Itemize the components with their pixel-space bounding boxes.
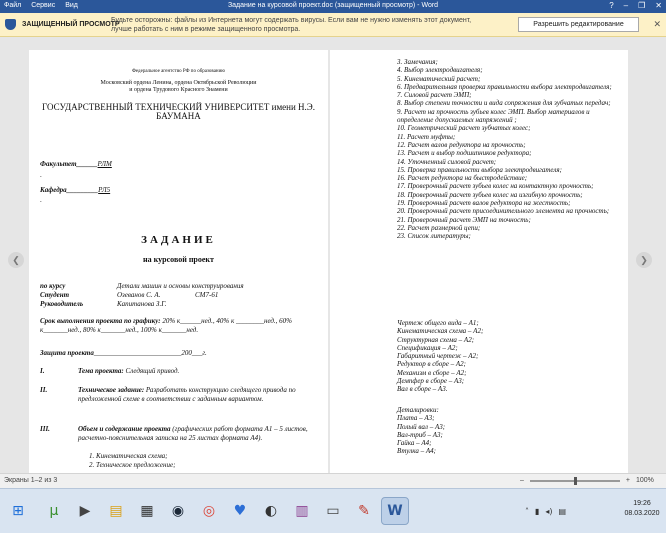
document-area[interactable] — [0, 37, 666, 473]
protected-view-bar — [0, 13, 666, 37]
title-bar — [0, 0, 666, 13]
agency-line: Федеральное агентство РФ по образованию — [131, 69, 226, 74]
zoom-slider-thumb[interactable] — [574, 477, 577, 485]
student-value: Озеванов С. А. — [117, 291, 161, 299]
department-value: РЛ5 — [98, 186, 111, 194]
zoom-control — [520, 477, 654, 484]
menu-view[interactable]: Вид — [65, 2, 78, 9]
language-icon[interactable]: ▤ — [558, 507, 567, 516]
section-title: Тема проекта: — [78, 367, 124, 375]
menu-service[interactable]: Сервис — [31, 2, 56, 9]
details-list — [397, 406, 621, 456]
list-item: 7. Силовой расчет ЭМП; — [397, 91, 472, 100]
list-item: Структурная схема – А2; — [397, 335, 475, 344]
windows-start-icon[interactable]: ⊞ — [12, 503, 24, 519]
window-controls — [609, 1, 662, 10]
clock-date: 08.03.2020 — [624, 510, 660, 517]
faculty-row: Факультет______РЛМ — [40, 160, 112, 168]
university-name-line-1: ГОСУДАРСТВЕННЫЙ ТЕХНИЧЕСКИЙ УНИВЕРСИТЕТ имени Н.Э. — [42, 102, 315, 112]
list-item: 16. Расчет редуктора на быстродействие; — [397, 174, 528, 183]
restore-button[interactable]: ❐ — [638, 1, 646, 10]
media-player-icon[interactable]: ▶ — [79, 503, 91, 519]
list-item: 6. Предварительная проверка правильности выбора электродвигателя; — [397, 82, 612, 91]
section-title: Техническое задание: — [78, 386, 145, 394]
institution-line-1: Московский ордена Ленина, ордена Октябрьской Революции — [100, 80, 257, 86]
student-label: Студент — [40, 291, 70, 299]
section-2 — [40, 386, 312, 416]
folder-icon[interactable]: ▤ — [109, 503, 123, 519]
document-title: ЗАДАНИЕ — [141, 234, 216, 246]
list-item: 12. Расчет валов редуктора на прочность; — [397, 140, 526, 149]
section-1 — [40, 367, 312, 377]
department-label: Кафедра — [40, 186, 67, 194]
list-item: 20. Проверочный расчет присоединительного элемента на прочность; — [397, 207, 610, 216]
document-page-2 — [330, 50, 628, 473]
faculty-dot: . — [40, 171, 42, 179]
tool-app-icon[interactable]: ✎ — [358, 503, 370, 519]
supervisor-row — [40, 300, 167, 308]
terminal-icon[interactable]: ▭ — [326, 503, 340, 519]
list-item: 15. Проверка правильности выбора электродвигателя; — [397, 165, 562, 174]
section-text: Разработать конструкцию следящего привода по предложенной схеме в соответствии с заданным вариантом. — [78, 386, 296, 403]
institution-line-2: и ордена Трудового Красного Знамени — [129, 87, 228, 93]
chevron-left-icon: ❮ — [12, 255, 20, 265]
list-item: Полый вал – А3; — [397, 422, 446, 431]
list-item: Гайка – А4; — [397, 439, 432, 448]
list-item: 3. Замечания; — [397, 58, 438, 66]
minimize-button[interactable]: – — [623, 1, 629, 10]
course-value: Детали машин и основы конструирования — [117, 282, 244, 290]
list-item: Кинематическая схема – А2; — [397, 327, 484, 336]
heart-app-icon[interactable]: ♥ — [233, 503, 247, 519]
calculator-icon[interactable]: ▦ — [140, 503, 154, 519]
drawings-list — [397, 319, 621, 394]
volume-icon[interactable]: ◂) — [545, 507, 553, 516]
list-item: 5. Кинематический расчет; — [397, 74, 481, 83]
defense-row — [40, 349, 207, 357]
list-item: Чертеж общего вида – А1; — [397, 319, 479, 327]
list-item: Спецификация – А2; — [397, 343, 458, 352]
document-subtitle: на курсовой проект — [143, 255, 214, 264]
protected-view-label: ЗАЩИЩЕННЫЙ ПРОСМОТР — [22, 21, 120, 28]
torrent-app-icon[interactable]: µ — [49, 503, 59, 519]
defense-text: _________________________200___г. — [93, 349, 207, 357]
list-item: 4. Выбор электродвигателя; — [397, 66, 483, 75]
department-dot: . — [40, 196, 42, 204]
section-text: Следящий привод. — [123, 367, 180, 375]
student-row — [40, 291, 219, 299]
department-row: Кафедра_________РЛ5 — [40, 186, 111, 194]
university-name-line-2: БАУМАНА — [156, 111, 201, 121]
menu-file[interactable]: Файл — [4, 2, 22, 9]
list-item: Редуктор в сборе – А2; — [397, 360, 466, 369]
archive-app-icon[interactable]: ▥ — [295, 503, 309, 519]
calculation-list — [397, 58, 621, 241]
list-item: 11. Расчет муфты; — [397, 132, 456, 141]
section-text: (графических работ формата А1 – 5 листов, расчетно-пояснительная записка на 25 листах формата А4). — [78, 425, 308, 442]
supervisor-label: Руководитель — [40, 300, 84, 308]
zoom-level[interactable]: 100% — [636, 477, 654, 484]
page-counter: Экраны 1–2 из 3 — [4, 477, 58, 484]
shield-icon — [5, 19, 16, 30]
clock-time: 19:26 — [633, 500, 651, 507]
window-title: Задание на курсовой проект.doc (защищенный просмотр) - Word — [227, 2, 439, 9]
course-row — [40, 282, 244, 290]
list-item: 2. Техническое предложение; — [89, 461, 176, 469]
list-item: 10. Геометрический расчет зубчатых колес; — [397, 124, 531, 133]
chevron-up-icon[interactable]: ˄ — [525, 507, 529, 516]
word-app-icon[interactable]: W — [381, 497, 409, 525]
system-tray — [525, 507, 566, 516]
section-title: Объем и содержание проекта — [78, 425, 171, 433]
section-number: I. — [40, 367, 45, 375]
list-item: 8. Выбор степени точности и вида сопряжения для зубчатых передач; — [397, 99, 611, 108]
chevron-right-icon: ❯ — [640, 255, 648, 265]
zoom-slider[interactable] — [530, 480, 620, 482]
list-item: Втулка – А4; — [397, 447, 436, 456]
section-number: II. — [40, 386, 48, 394]
list-item: 13. Расчет и выбор подшипников редуктора; — [397, 149, 532, 158]
list-item: 23. Список литературы; — [397, 232, 471, 241]
protected-view-message: Будьте осторожны: файлы из Интернета могут содержать вирусы. Если вам не нужно изменять этот документ, лучше работать с ним в режиме защищенного просмотра. — [111, 17, 472, 33]
section-3 — [40, 425, 312, 455]
faculty-label: Факультет — [40, 160, 77, 168]
zoom-out-button[interactable]: – — [520, 477, 524, 484]
section-number: III. — [40, 425, 50, 433]
list-item: 18. Проверочный расчет зубьев колес на изгибную прочность; — [397, 190, 583, 199]
list-item: 21. Проверочный расчет ЭМП на точность; — [397, 215, 531, 224]
list-item: Механизм в сборе – А2; — [397, 368, 467, 377]
close-button[interactable]: ✕ — [655, 1, 662, 10]
steam-icon[interactable]: ◉ — [171, 503, 185, 519]
list-item: 14. Уточненный силовой расчет; — [397, 157, 497, 166]
list-item: Габаритный чертеж – А2; — [397, 352, 479, 361]
details-label: Деталировки: — [397, 406, 439, 414]
deadline-paragraph — [40, 317, 310, 335]
document-page-1 — [29, 50, 328, 473]
list-item: Вал в сборе – А3. — [397, 385, 448, 394]
camera-app-icon[interactable]: ◐ — [264, 503, 278, 519]
taskbar — [0, 488, 666, 533]
faculty-value: РЛМ — [97, 160, 112, 168]
defense-label: Защита проекта — [40, 349, 94, 357]
list-item: 22. Расчет размерной цепи; — [397, 223, 481, 232]
status-bar — [0, 473, 666, 488]
deadline-label: Срок выполнения проекта по графику: — [40, 317, 161, 325]
enable-editing-button[interactable]: Разрешить редактирование — [518, 17, 639, 32]
list-item: Плата – А3; — [397, 414, 435, 423]
zoom-in-button[interactable]: + — [625, 477, 630, 484]
system-clock[interactable] — [620, 499, 664, 519]
list-item: Демпфер в сборе – А3; — [397, 377, 465, 386]
list-item: Вал-триб – А3; — [397, 430, 443, 439]
list-item: 17. Проверочный расчет зубьев колес на контактную прочность; — [397, 182, 594, 191]
list-item: 1. Кинематическая схема; — [89, 452, 168, 460]
help-icon[interactable]: ? — [609, 1, 614, 10]
list-item: 19. Проверочный расчет валов редуктора на жесткость; — [397, 199, 571, 208]
course-label: по курсу — [40, 282, 66, 290]
student-group: СМ7-61 — [195, 291, 219, 299]
list-item: 9. Расчет на прочность зубьев колес ЭМП. Выбор материалов и определение допускаемых напряжений ; — [397, 107, 590, 125]
chrome-icon[interactable]: ◎ — [202, 503, 216, 519]
close-icon[interactable]: ✕ — [653, 19, 661, 29]
network-icon[interactable]: ▮ — [535, 507, 540, 516]
deadline-text: 20% к______нед., 40% к ________нед., 60% к_______нед., 80% к_______нед., 100% к_______нед. — [40, 317, 293, 334]
previous-page-button[interactable] — [8, 252, 24, 268]
supervisor-value: Капитанова З.Г. — [117, 300, 167, 308]
next-page-button[interactable] — [636, 252, 652, 268]
